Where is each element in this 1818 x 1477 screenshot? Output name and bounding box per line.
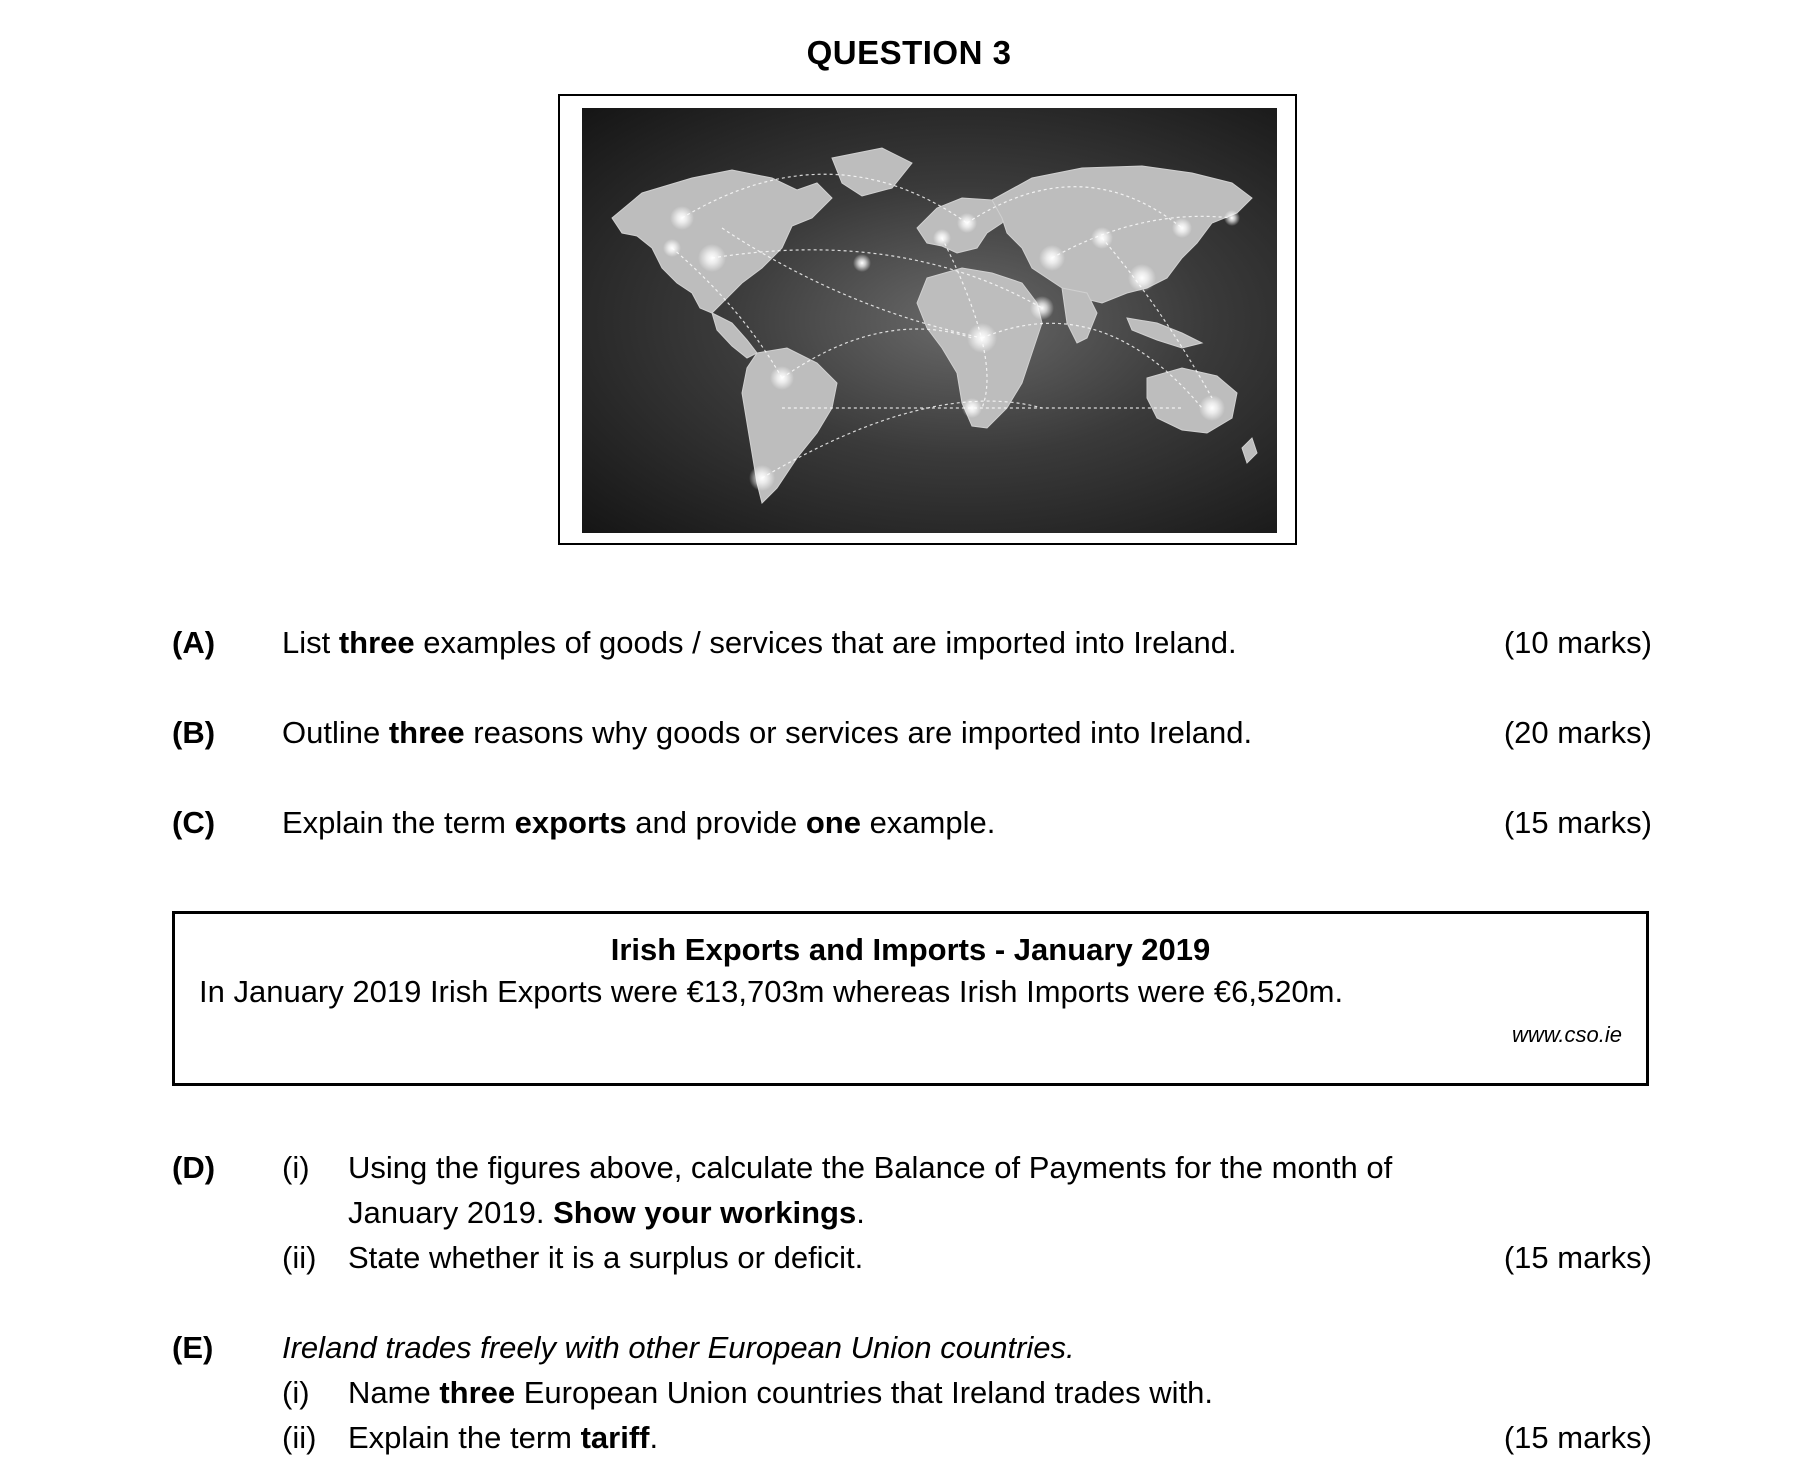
question-e-i-text-part: European Union countries that Ireland trades with. [515, 1375, 1214, 1410]
question-a-text [282, 620, 1237, 665]
question-c-text [282, 800, 995, 845]
question-b-emphasis: three [388, 715, 465, 750]
question-b-text-part: reasons why goods or services are imported into Ireland. [464, 715, 1253, 750]
question-d-i-text-part: January 2019. [348, 1195, 554, 1230]
question-e-label: (E) [172, 1330, 214, 1365]
question-e-ii-emphasis: tariff [580, 1420, 650, 1455]
question-b-label: (B) [172, 715, 216, 750]
question-c-text-part: example. [860, 805, 996, 840]
trade-figures-text: In January 2019 Irish Exports were €13,703m whereas Irish Imports were €6,520m. [199, 974, 1344, 1009]
question-d-ii-text: State whether it is a surplus or deficit. [348, 1240, 864, 1275]
trade-figures-box [172, 911, 1649, 1086]
question-c-emphasis: one [805, 805, 861, 840]
question-e-ii-text-part: Explain the term [348, 1420, 581, 1455]
world-trade-map-image [582, 108, 1277, 533]
question-e-i-text [348, 1370, 1213, 1415]
question-e-i-emphasis: three [439, 1375, 516, 1410]
question-c-label: (C) [172, 805, 216, 840]
question-e-ii-label: (ii) [282, 1420, 317, 1455]
question-d-i-line1: Using the figures above, calculate the Balance of Payments for the month of [348, 1150, 1393, 1185]
question-d-i-emphasis: Show your workings [553, 1195, 857, 1230]
question-a-label: (A) [172, 625, 216, 660]
question-e-ii-text-part: . [649, 1420, 659, 1455]
question-d-label: (D) [172, 1150, 216, 1185]
question-a-text-part: List [282, 625, 339, 660]
question-e-marks: (15 marks) [1503, 1420, 1652, 1455]
question-a-marks: (10 marks) [1503, 625, 1652, 660]
question-d-i-line2 [348, 1190, 865, 1235]
question-d-ii-label: (ii) [282, 1240, 317, 1275]
world-map-figure [558, 94, 1297, 545]
world-map-icon [582, 108, 1277, 533]
question-e-intro: Ireland trades freely with other European Union countries. [282, 1330, 1075, 1365]
question-e-i-text-part: Name [348, 1375, 440, 1410]
question-d-i-text-part: . [856, 1195, 865, 1230]
trade-figures-source: www.cso.ie [1511, 1022, 1622, 1047]
question-c-text-part: Explain the term [282, 805, 515, 840]
question-e-i-label: (i) [282, 1375, 310, 1410]
question-b-marks: (20 marks) [1503, 715, 1652, 750]
question-d-i-label: (i) [282, 1150, 310, 1185]
question-a-emphasis: three [338, 625, 415, 660]
question-c-emphasis: exports [514, 805, 627, 840]
trade-figures-title: Irish Exports and Imports - January 2019 [610, 932, 1211, 967]
question-c-marks: (15 marks) [1503, 805, 1652, 840]
question-b-text-part: Outline [282, 715, 389, 750]
question-a-text-part: examples of goods / services that are imported into Ireland. [414, 625, 1237, 660]
question-e-ii-text [348, 1415, 658, 1460]
question-c-text-part: and provide [626, 805, 806, 840]
question-title: QUESTION 3 [806, 34, 1012, 71]
question-d-marks: (15 marks) [1503, 1240, 1652, 1275]
question-b-text [282, 710, 1252, 755]
